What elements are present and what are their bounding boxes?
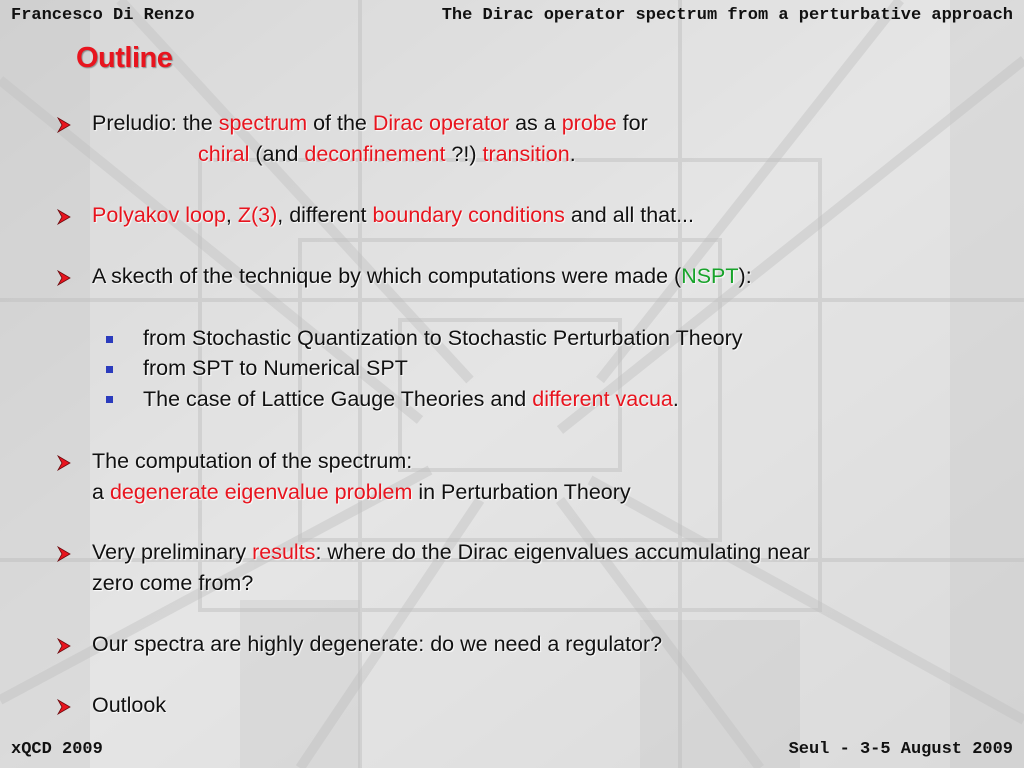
square-bullet-icon (106, 336, 113, 343)
text: zero come from? (92, 571, 254, 595)
text: of the (307, 111, 373, 135)
arrowhead-bullet-icon (57, 546, 71, 562)
text: (and (249, 142, 305, 166)
arrowhead-bullet-icon (57, 455, 71, 471)
arrowhead-bullet-icon (57, 699, 71, 715)
highlight-green: NSPT (681, 264, 739, 288)
highlight: boundary conditions (372, 203, 565, 227)
text: as a (509, 111, 562, 135)
highlight: probe (561, 111, 617, 135)
text: and all that... (564, 203, 695, 227)
highlight: deconfinement (304, 142, 446, 166)
highlight: degenerate eigenvalue problem (109, 480, 413, 504)
text: from SPT to Numerical SPT (143, 356, 408, 380)
bullet-5-line-1 (92, 537, 810, 568)
arrowhead-bullet-icon (57, 209, 71, 225)
arrowhead-bullet-icon (57, 270, 71, 286)
text: Our spectra are highly degenerate: do we need a regulator? (92, 632, 663, 656)
highlight: spectrum (218, 111, 308, 135)
text: : where do the Dirac eigenvalues accumulating near (315, 540, 811, 564)
text: The computation of the spectrum: (92, 449, 413, 473)
text: ?!) (445, 142, 483, 166)
subbullet-1 (143, 323, 743, 354)
text: , different (277, 203, 373, 227)
text: . (569, 142, 576, 166)
footer-venue-date: Seul - 3-5 August 2009 (788, 740, 1013, 759)
square-bullet-icon (106, 366, 113, 373)
highlight: different vacua (532, 387, 673, 411)
text: from Stochastic Quantization to Stochastic Perturbation Theory (143, 326, 743, 350)
header-author: Francesco Di Renzo (11, 6, 195, 25)
text: Preludio: the (92, 111, 219, 135)
subbullet-3 (143, 384, 679, 415)
highlight: transition (482, 142, 570, 166)
text: Outlook (92, 693, 167, 717)
bullet-6-line-1 (92, 629, 662, 660)
footer-conference: xQCD 2009 (11, 740, 103, 759)
bullet-1-line-2 (198, 139, 576, 170)
arrowhead-bullet-icon (57, 117, 71, 133)
text: A skecth of the technique by which computations were made ( (92, 264, 682, 288)
bullet-7-line-1 (92, 690, 166, 721)
bullet-4-line-2 (92, 477, 631, 508)
subbullet-2 (143, 353, 408, 384)
bullet-2-line-1 (92, 200, 694, 231)
text: . (672, 387, 679, 411)
bullet-3-line-1 (92, 261, 752, 292)
bullet-4-line-1 (92, 446, 412, 477)
text: The case of Lattice Gauge Theories and (143, 387, 533, 411)
text: ): (738, 264, 752, 288)
highlight: results (252, 540, 316, 564)
header-talk-title: The Dirac operator spectrum from a perturbative approach (441, 6, 1013, 25)
text: , (225, 203, 238, 227)
text: a (92, 480, 110, 504)
slide-title: Outline (76, 42, 173, 74)
highlight: Dirac operator (372, 111, 510, 135)
text: for (616, 111, 648, 135)
arrowhead-bullet-icon (57, 638, 71, 654)
highlight: chiral (198, 142, 250, 166)
highlight: Polyakov loop (92, 203, 226, 227)
bullet-5-line-2 (92, 568, 253, 599)
bullet-1-line-1 (92, 108, 648, 139)
highlight: Z(3) (237, 203, 278, 227)
square-bullet-icon (106, 396, 113, 403)
text: in Perturbation Theory (412, 480, 631, 504)
text: Very preliminary (92, 540, 253, 564)
